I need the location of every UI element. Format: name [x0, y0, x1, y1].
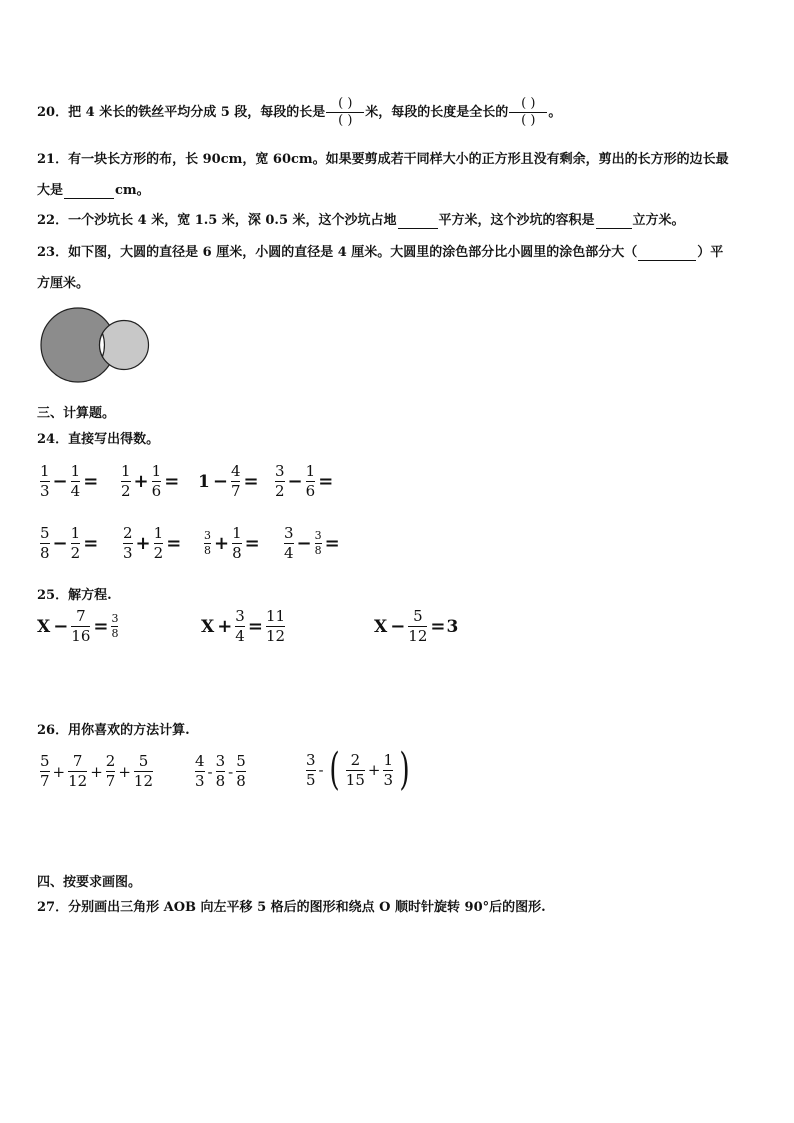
- result-value: 3: [446, 616, 459, 637]
- q20-blank-denominator-1: ( ): [338, 113, 353, 128]
- fraction: [40, 524, 50, 563]
- equals-sign: =: [318, 471, 334, 492]
- numerator: 3: [215, 752, 226, 770]
- fraction: [121, 462, 131, 501]
- minus-sign: −: [52, 471, 68, 492]
- denominator: 6: [305, 482, 316, 500]
- q24-expr-3: [198, 462, 260, 501]
- q26-expr-3: [304, 744, 414, 795]
- equals-sign: =: [164, 471, 180, 492]
- denominator: 5: [306, 770, 316, 789]
- denominator: 12: [408, 627, 428, 645]
- denominator: 7: [230, 482, 241, 500]
- variable-x: X: [374, 616, 388, 637]
- small-circle: [100, 321, 149, 370]
- denominator: 7: [40, 772, 50, 790]
- numerator: 1: [151, 462, 162, 480]
- numerator: 1: [232, 524, 242, 542]
- plus-sign: +: [133, 471, 149, 492]
- fraction: [154, 524, 164, 563]
- denominator: 4: [70, 482, 81, 500]
- equals-sign: =: [93, 616, 109, 637]
- fraction: [216, 752, 226, 791]
- denominator: 16: [71, 627, 91, 645]
- numerator: 5: [138, 752, 149, 770]
- equals-sign: =: [83, 471, 99, 492]
- denominator: 8: [314, 544, 322, 557]
- q20-blank-numerator-2: ( ): [521, 96, 536, 111]
- plus-sign: +: [90, 762, 103, 781]
- fraction: [134, 752, 153, 791]
- q22-area-blank[interactable]: [398, 213, 438, 229]
- numerator: 11: [265, 607, 286, 625]
- q21-answer-blank[interactable]: [64, 183, 114, 199]
- denominator: 3: [195, 772, 205, 790]
- section-4-heading: 四、按要求画图。: [37, 875, 142, 890]
- q20-blank-fraction-1[interactable]: [326, 96, 364, 129]
- q20-unit-a: 米，每段的长度是全长的: [365, 105, 509, 120]
- equals-sign: =: [83, 533, 99, 554]
- minus-sign: −: [212, 471, 228, 492]
- fraction: [40, 462, 50, 501]
- q24-expr-2: [119, 462, 180, 501]
- denominator: 8: [40, 544, 50, 562]
- q24-expr-4: [273, 462, 334, 501]
- variable-x: X: [37, 616, 51, 637]
- right-parenthesis: ): [399, 744, 410, 795]
- denominator: 7: [105, 772, 116, 790]
- denominator: 2: [275, 482, 285, 500]
- fraction: [40, 752, 50, 791]
- q24-expr-1: [38, 462, 99, 501]
- equals-sign: =: [244, 533, 260, 554]
- denominator: 2: [121, 482, 131, 500]
- denominator: 12: [265, 627, 286, 645]
- equals-sign: =: [324, 533, 340, 554]
- fraction: [236, 752, 246, 791]
- plus-sign: +: [367, 761, 381, 779]
- fraction: [306, 751, 316, 790]
- numerator: 3: [275, 462, 285, 480]
- q23-line1-a: 23．如下图，大圆的直径是 6 厘米，小圆的直径是 4 厘米。大圆里的涂色部分比小圆里的涂色部分大（: [37, 245, 638, 260]
- left-parenthesis: (: [329, 744, 340, 795]
- q20-blank-numerator-1: ( ): [338, 96, 353, 111]
- variable-x: X: [201, 616, 215, 637]
- fraction: [346, 751, 365, 790]
- denominator: 3: [40, 482, 50, 500]
- denominator: 4: [235, 627, 245, 645]
- fraction: [71, 607, 90, 646]
- denominator: 8: [204, 544, 211, 557]
- fraction: [232, 524, 242, 563]
- numerator: 2: [350, 750, 361, 769]
- minus-sign: −: [53, 616, 69, 637]
- denominator: 15: [345, 770, 365, 789]
- numerator: 3: [314, 529, 322, 542]
- numerator: 2: [105, 752, 116, 770]
- q22-text-b: 平方米，这个沙坑的容积是: [438, 213, 595, 228]
- numerator: 7: [72, 752, 83, 770]
- minus-sign: -: [228, 762, 234, 781]
- numerator: 5: [40, 524, 50, 542]
- numerator: 3: [306, 750, 316, 769]
- question-22: [37, 209, 685, 229]
- fraction: [235, 607, 245, 646]
- minus-sign: -: [207, 762, 213, 781]
- plus-sign: +: [135, 533, 151, 554]
- equals-sign: =: [430, 616, 446, 637]
- minus-sign: −: [287, 471, 303, 492]
- q21-line2-a: 大是: [37, 183, 64, 198]
- plus-sign: +: [52, 762, 66, 781]
- plus-sign: +: [214, 533, 230, 554]
- fraction: [306, 462, 316, 501]
- numerator: 1: [153, 524, 164, 542]
- plus-sign: +: [217, 616, 233, 637]
- numerator: 1: [305, 462, 316, 480]
- q21-line2-b: cm。: [115, 183, 150, 198]
- denominator: 8: [215, 772, 226, 790]
- q23-line2: 方厘米。: [37, 276, 90, 291]
- overlap-region: [100, 333, 105, 356]
- numerator: 3: [235, 607, 245, 625]
- minus-sign: −: [390, 616, 406, 637]
- fraction: [408, 607, 427, 646]
- q23-answer-blank[interactable]: [638, 245, 696, 261]
- q25-equation-3: [374, 607, 460, 646]
- q25-title: 25．解方程.: [37, 588, 112, 603]
- circles-figure: [38, 305, 158, 387]
- fraction: [123, 524, 133, 563]
- denominator: 12: [133, 772, 154, 790]
- fraction: [383, 751, 393, 790]
- q24-expr-6: [121, 524, 182, 563]
- denominator: 8: [232, 544, 242, 562]
- q20-blank-fraction-2[interactable]: [509, 96, 547, 129]
- whole-number: 1: [198, 471, 210, 492]
- fraction: [204, 529, 211, 558]
- minus-sign: −: [296, 533, 312, 554]
- q23-line1-b: ）平: [697, 245, 724, 260]
- minus-sign: −: [52, 533, 68, 554]
- numerator: 5: [413, 607, 423, 625]
- fraction: [266, 607, 285, 646]
- fraction: [106, 752, 116, 791]
- q25-equation-2: [201, 607, 287, 646]
- q22-text-a: 22．一个沙坑长 4 米，宽 1.5 米，深 0.5 米，这个沙坑占地: [37, 213, 397, 228]
- numerator: 5: [40, 752, 50, 770]
- numerator: 7: [76, 607, 86, 625]
- section-3-heading: 三、计算题。: [37, 406, 116, 421]
- denominator: 12: [68, 772, 88, 790]
- denominator: 2: [70, 544, 81, 562]
- q26-expr-1: [38, 752, 155, 791]
- minus-sign: -: [318, 761, 324, 779]
- denominator: 8: [111, 627, 119, 640]
- q25-equation-1: [37, 607, 120, 646]
- numerator: 1: [70, 524, 81, 542]
- denominator: 3: [383, 770, 394, 789]
- numerator: 3: [204, 529, 211, 542]
- q26-title: 26．用你喜欢的方法计算.: [37, 723, 190, 738]
- fraction: [284, 524, 294, 563]
- q21-line1: 21．有一块长方形的布，长 90cm，宽 60cm。如果要剪成若干同样大小的正方形且没有剩余，剪出的长方形的边长最: [37, 152, 729, 167]
- fraction: [111, 612, 118, 641]
- fraction: [68, 752, 87, 791]
- numerator: 4: [230, 462, 241, 480]
- numerator: 1: [70, 462, 81, 480]
- q24-expr-8: [282, 524, 341, 563]
- q24-expr-5: [38, 524, 99, 563]
- numerator: 3: [111, 612, 119, 625]
- equals-sign: =: [243, 471, 259, 492]
- question-23-line1: [37, 241, 723, 261]
- q26-expr-2: [193, 752, 248, 791]
- denominator: 4: [284, 544, 294, 562]
- numerator: 1: [121, 462, 131, 480]
- numerator: 3: [284, 524, 294, 542]
- numerator: 4: [195, 752, 205, 770]
- q22-volume-blank[interactable]: [596, 213, 632, 229]
- fraction: [275, 462, 285, 501]
- denominator: 2: [153, 544, 164, 562]
- q20-blank-denominator-2: ( ): [521, 113, 536, 128]
- equals-sign: =: [166, 533, 182, 554]
- numerator: 2: [123, 524, 133, 542]
- q24-expr-7: [202, 524, 261, 563]
- q20-number: 20．: [37, 105, 69, 120]
- fraction: [71, 524, 81, 563]
- q22-text-c: 立方米。: [632, 213, 685, 228]
- numerator: 1: [383, 750, 394, 769]
- fraction: [231, 462, 241, 501]
- numerator: 5: [236, 752, 246, 770]
- denominator: 6: [151, 482, 162, 500]
- equals-sign: =: [247, 616, 263, 637]
- q27-text: 27．分别画出三角形 AOB 向左平移 5 格后的图形和绕点 O 顺时针旋转 90°后的图形.: [37, 900, 546, 915]
- question-20: [37, 96, 561, 129]
- question-21-line2: [37, 179, 150, 199]
- q24-title: 24．直接写出得数。: [37, 432, 160, 447]
- denominator: 3: [123, 544, 133, 562]
- numerator: 1: [40, 462, 50, 480]
- q20-text-a: 把 4 米长的铁丝平均分成 5 段，每段的长是: [68, 105, 326, 120]
- fraction: [195, 752, 205, 791]
- fraction: [315, 529, 322, 558]
- plus-sign: +: [118, 762, 131, 781]
- fraction: [152, 462, 162, 501]
- denominator: 8: [236, 772, 246, 790]
- fraction: [71, 462, 81, 501]
- q20-end: 。: [548, 105, 562, 120]
